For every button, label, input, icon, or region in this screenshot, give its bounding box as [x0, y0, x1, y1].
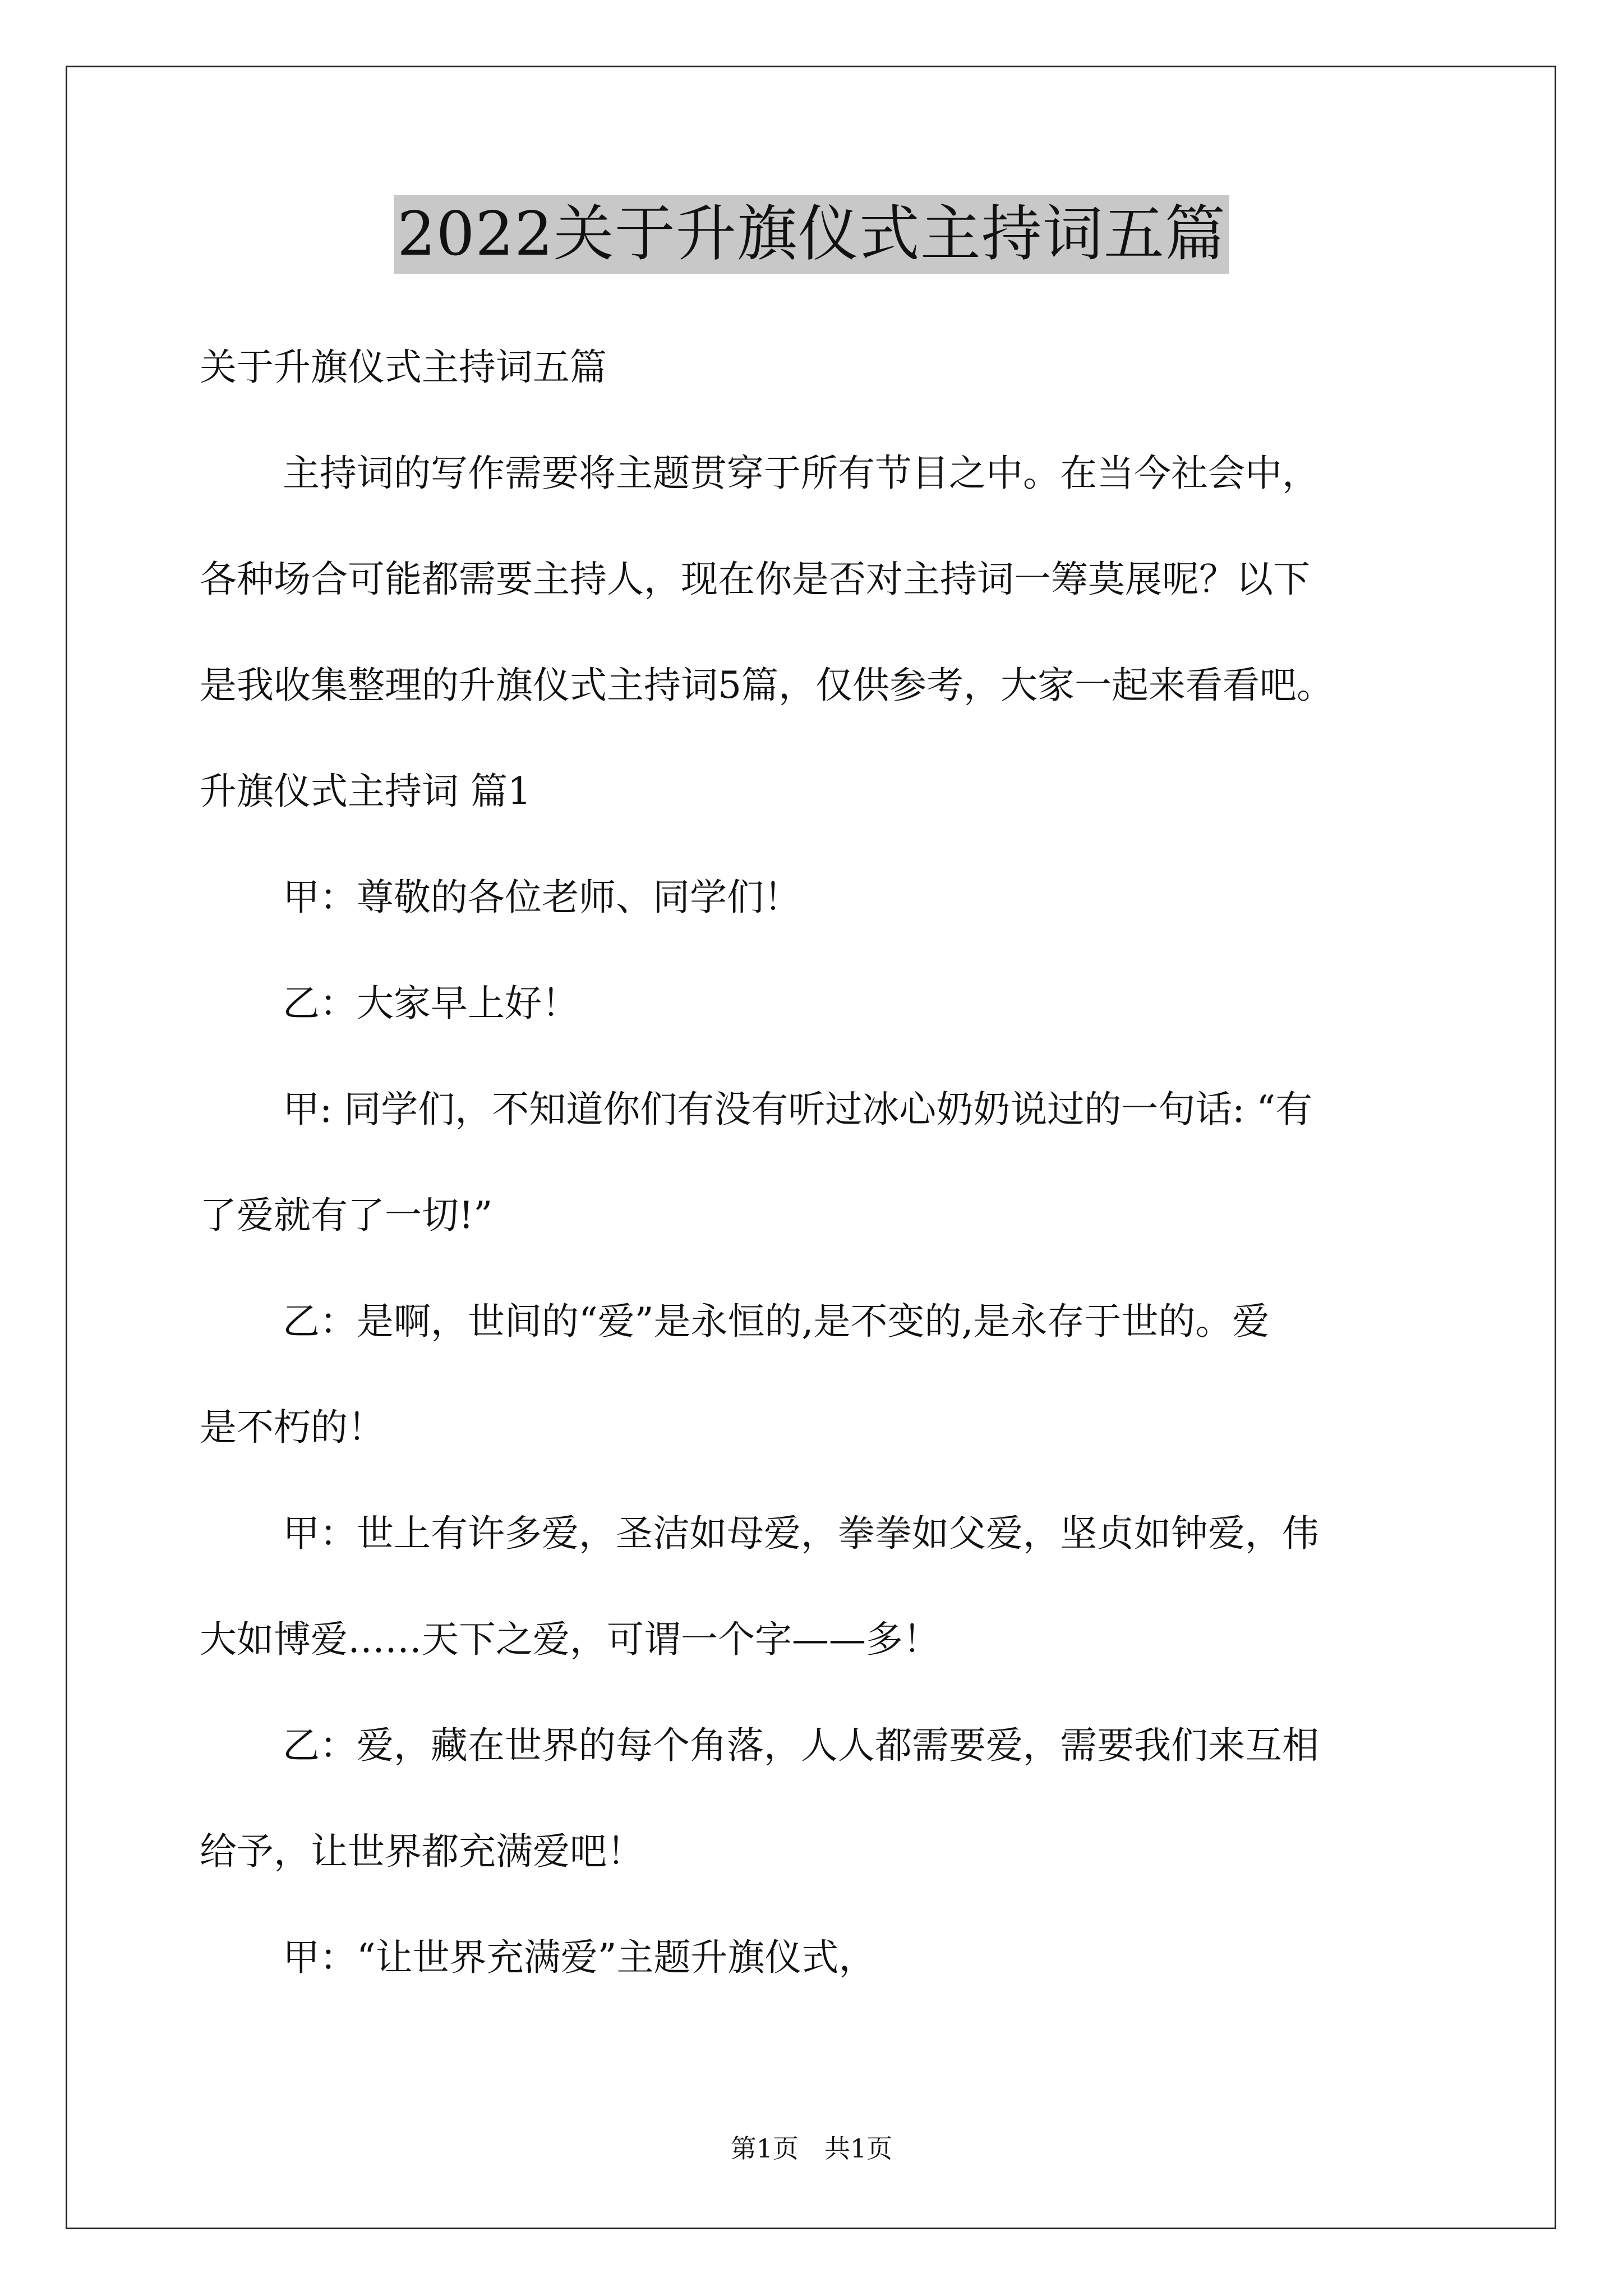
text-line: 乙：大家早上好！ [283, 982, 579, 1025]
text-line: 主持词的写作需要将主题贯穿于所有节目之中。在当今社会中， [283, 452, 1319, 495]
document-body [200, 314, 1473, 2010]
document-title: 2022关于升旗仪式主持词五篇 [394, 195, 1229, 274]
page-footer: 第1页 共1页 [730, 2133, 893, 2164]
text-line: 升旗仪式主持词 篇1 [200, 770, 531, 813]
text-line: 甲：世上有许多爱，圣洁如母爱，拳拳如父爱，坚贞如钟爱，伟 [283, 1512, 1319, 1555]
title-container [0, 195, 1623, 274]
text-line: 大如博爱……天下之爱，可谓一个字——多！ [200, 1618, 940, 1661]
text-line: 甲: 同学们，不知道你们有没有听过冰心奶奶说过的一句话: “有 [283, 1088, 1313, 1131]
text-line: 关于升旗仪式主持词五篇 [200, 346, 607, 389]
text-line: 是我收集整理的升旗仪式主持词5篇，仅供参考，大家一起来看看吧。 [200, 664, 1334, 707]
text-line: 各种场合可能都需要主持人，现在你是否对主持词一筹莫展呢？以下 [200, 558, 1310, 601]
text-line: 乙：是啊，世间的“爱”是永恒的,是不变的,是永存于世的。爱 [283, 1300, 1270, 1343]
text-line: 了爱就有了一切!” [200, 1194, 493, 1237]
text-line: 乙：爱，藏在世界的每个角落，人人都需要爱，需要我们来互相 [283, 1724, 1319, 1767]
text-line: 是不朽的！ [200, 1406, 385, 1449]
text-line: 甲：“让世界充满爱”主题升旗仪式， [283, 1936, 876, 1979]
text-line: 给予，让世界都充满爱吧！ [200, 1830, 644, 1873]
text-line: 甲：尊敬的各位老师、同学们！ [283, 876, 801, 919]
